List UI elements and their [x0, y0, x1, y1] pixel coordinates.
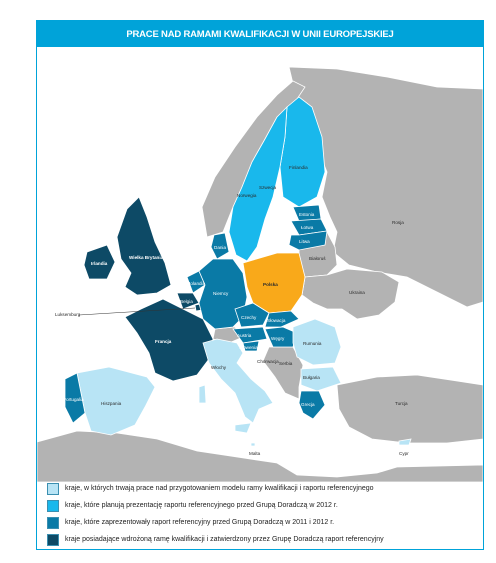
label-germany: Niemcy: [213, 291, 229, 296]
region-uk: [117, 197, 171, 295]
label-sweden: Szwecja: [259, 185, 277, 190]
legend-item: [47, 514, 473, 531]
legend-swatch: [47, 500, 59, 512]
label-greece: Grecja: [301, 402, 315, 407]
label-estonia: Estonia: [299, 212, 315, 217]
map-legend: [47, 480, 473, 548]
label-czech: Czechy: [241, 315, 257, 320]
region-italy: [203, 339, 273, 423]
legend-label: kraje posiadające wdrożoną ramę kwalifikacji i zatwierdzony przez Grupę Doradczą raport referencyjny: [65, 536, 384, 543]
label-austria: Austria: [237, 333, 252, 338]
label-hungary: Węgry: [271, 336, 285, 341]
region-sardinia: [199, 385, 206, 403]
label-finland: Finlandia: [289, 165, 308, 170]
label-france: Francja: [155, 339, 172, 344]
map-frame: [36, 20, 484, 550]
legend-item: [47, 531, 473, 548]
label-cyprus: Cypr: [399, 451, 409, 456]
label-romania: Rumunia: [303, 341, 322, 346]
region-turkey: [337, 375, 483, 443]
label-malta: Malta: [249, 451, 261, 456]
label-ukraine: Ukraina: [349, 290, 365, 295]
europe-map-svg: [37, 47, 483, 482]
label-croatia: Chorwacja: [257, 359, 279, 364]
label-luxembourg: Luksemburg: [55, 312, 81, 317]
label-netherlands: Holandia: [187, 281, 206, 286]
legend-item: [47, 480, 473, 497]
label-spain: Hiszpania: [101, 401, 122, 406]
label-lithuania: Litwa: [299, 239, 310, 244]
region-malta: [251, 443, 255, 446]
label-ireland: Irlandia: [91, 261, 108, 266]
label-russia: Rosja: [392, 220, 404, 225]
label-poland: Polska: [263, 282, 278, 287]
label-portugal: Portugalia: [63, 397, 84, 402]
legend-item: [47, 497, 473, 514]
label-norway: Norwegia: [237, 193, 257, 198]
label-serbia: Serbia: [279, 361, 293, 366]
legend-label: kraje, w których trwają prace nad przygotowaniem modelu ramy kwalifikacji i raportu referencyjnego: [65, 485, 374, 492]
title-bar: [37, 21, 483, 47]
label-denmark: Dania: [214, 245, 227, 250]
legend-swatch: [47, 517, 59, 529]
europe-map: [37, 47, 483, 482]
legend-label: kraje, które planują prezentację raportu referencyjnego przed Grupą Doradczą w 2012 r.: [65, 502, 338, 509]
legend-swatch: [47, 534, 59, 546]
legend-swatch: [47, 483, 59, 495]
label-turkey: Turcja: [395, 401, 408, 406]
label-slovakia: Słowacja: [267, 318, 286, 323]
label-uk: Wielka Brytania: [129, 255, 164, 260]
legend-label: kraje, które zaprezentowały raport referencyjny przed Grupą Doradczą w 2011 i 2012 r.: [65, 519, 335, 526]
label-belgium: Belgia: [180, 299, 193, 304]
label-italy: Włochy: [211, 365, 227, 370]
region-sicily: [235, 423, 251, 433]
label-bulgaria: Bułgaria: [303, 375, 320, 380]
label-belarus: Białoruś: [309, 256, 326, 261]
label-slovenia: Słowenia: [239, 345, 258, 350]
map-title: PRACE NAD RAMAMI KWALIFIKACJI W UNII EUROPEJSKIEJ: [126, 28, 394, 40]
label-latvia: Łotwa: [301, 225, 314, 230]
